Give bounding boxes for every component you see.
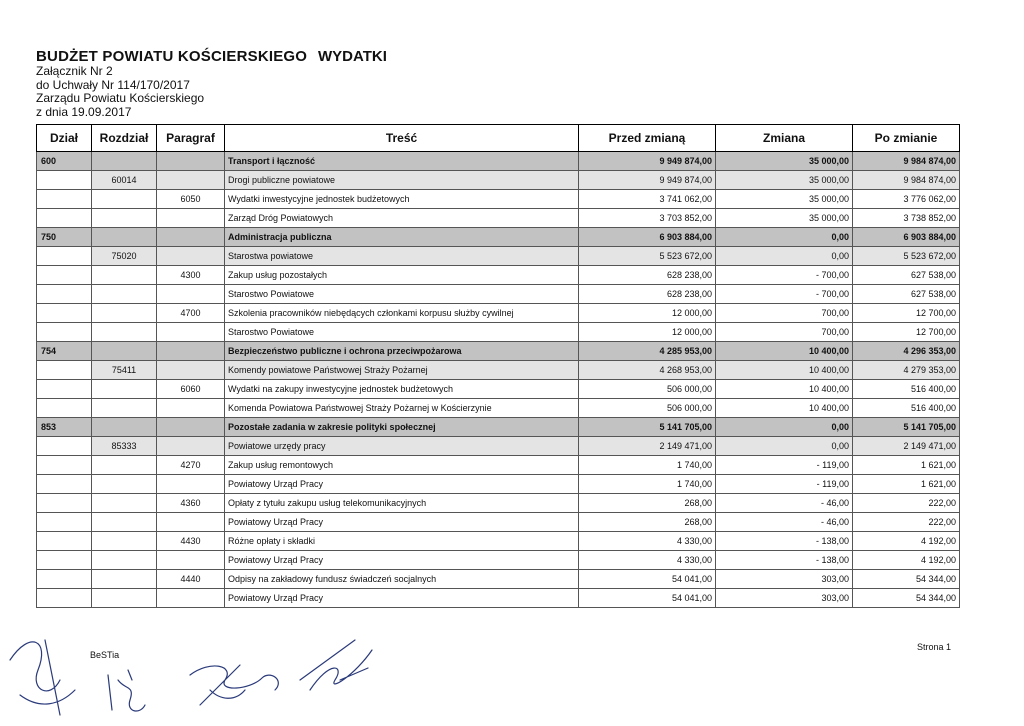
zmiana-cell: - 46,00 xyxy=(716,513,853,532)
budget-table xyxy=(36,124,960,608)
przed-cell: 4 268 953,00 xyxy=(579,361,716,380)
tresc-cell: Pozostałe zadania w zakresie polityki społecznej xyxy=(225,418,579,437)
dzial-cell xyxy=(37,513,92,532)
po-cell: 222,00 xyxy=(853,494,960,513)
zmiana-cell: - 138,00 xyxy=(716,532,853,551)
przed-cell: 506 000,00 xyxy=(579,380,716,399)
signatures xyxy=(0,620,420,726)
rozdzial-cell xyxy=(92,570,157,589)
table-row xyxy=(37,475,960,494)
rozdzial-cell xyxy=(92,551,157,570)
rozdzial-cell xyxy=(92,532,157,551)
software-label: BeSTia xyxy=(90,650,120,660)
table-row xyxy=(37,323,960,342)
zmiana-cell: 0,00 xyxy=(716,437,853,456)
table-row xyxy=(37,247,960,266)
paragraf-cell xyxy=(157,589,225,608)
table-row xyxy=(37,361,960,380)
po-cell: 627 538,00 xyxy=(853,266,960,285)
dzial-cell xyxy=(37,532,92,551)
po-cell: 516 400,00 xyxy=(853,399,960,418)
document-header xyxy=(36,48,307,119)
po-cell: 12 700,00 xyxy=(853,304,960,323)
zmiana-cell: - 138,00 xyxy=(716,551,853,570)
po-cell: 9 984 874,00 xyxy=(853,152,960,171)
zmiana-cell: 10 400,00 xyxy=(716,342,853,361)
rozdzial-cell xyxy=(92,475,157,494)
signature-1 xyxy=(10,640,75,715)
tresc-cell: Bezpieczeństwo publiczne i ochrona przeciwpożarowa xyxy=(225,342,579,361)
paragraf-cell xyxy=(157,247,225,266)
rozdzial-cell xyxy=(92,513,157,532)
po-cell: 4 192,00 xyxy=(853,532,960,551)
tresc-cell: Komendy powiatowe Państwowej Straży Pożarnej xyxy=(225,361,579,380)
zmiana-cell: 0,00 xyxy=(716,247,853,266)
signature-3 xyxy=(190,665,278,705)
rozdzial-cell xyxy=(92,589,157,608)
po-cell: 5 141 705,00 xyxy=(853,418,960,437)
dzial-cell xyxy=(37,456,92,475)
table-row xyxy=(37,228,960,247)
dzial-cell xyxy=(37,247,92,266)
paragraf-cell xyxy=(157,228,225,247)
table-row xyxy=(37,437,960,456)
table-row xyxy=(37,513,960,532)
signature-4 xyxy=(300,640,372,690)
tresc-cell: Powiatowy Urząd Pracy xyxy=(225,513,579,532)
zmiana-cell: 700,00 xyxy=(716,323,853,342)
przed-cell: 9 949 874,00 xyxy=(579,152,716,171)
table-row xyxy=(37,380,960,399)
paragraf-cell xyxy=(157,171,225,190)
przed-cell: 5 523 672,00 xyxy=(579,247,716,266)
zmiana-cell: - 46,00 xyxy=(716,494,853,513)
rozdzial-cell xyxy=(92,342,157,361)
dzial-cell xyxy=(37,361,92,380)
po-cell: 1 621,00 xyxy=(853,475,960,494)
przed-cell: 54 041,00 xyxy=(579,570,716,589)
dzial-cell xyxy=(37,475,92,494)
zmiana-cell: 700,00 xyxy=(716,304,853,323)
przed-cell: 268,00 xyxy=(579,494,716,513)
dzial-cell: 750 xyxy=(37,228,92,247)
paragraf-cell xyxy=(157,513,225,532)
tresc-cell: Szkolenia pracowników niebędących członkami korpusu służby cywilnej xyxy=(225,304,579,323)
dzial-cell xyxy=(37,266,92,285)
tresc-cell: Administracja publiczna xyxy=(225,228,579,247)
tresc-cell: Drogi publiczne powiatowe xyxy=(225,171,579,190)
tresc-cell: Wydatki na zakupy inwestycyjne jednostek budżetowych xyxy=(225,380,579,399)
dzial-cell xyxy=(37,285,92,304)
paragraf-cell xyxy=(157,475,225,494)
zmiana-cell: - 119,00 xyxy=(716,456,853,475)
paragraf-cell xyxy=(157,361,225,380)
rozdzial-cell xyxy=(92,285,157,304)
paragraf-cell xyxy=(157,285,225,304)
paragraf-cell: 4440 xyxy=(157,570,225,589)
zmiana-cell: - 700,00 xyxy=(716,285,853,304)
przed-cell: 4 330,00 xyxy=(579,551,716,570)
table-row xyxy=(37,190,960,209)
tresc-cell: Zakup usług remontowych xyxy=(225,456,579,475)
tresc-cell: Powiatowy Urząd Pracy xyxy=(225,551,579,570)
table-row xyxy=(37,570,960,589)
table-row xyxy=(37,494,960,513)
col-tresc: Treść xyxy=(225,125,579,152)
po-cell: 1 621,00 xyxy=(853,456,960,475)
paragraf-cell xyxy=(157,418,225,437)
section-title: WYDATKI xyxy=(318,48,387,65)
table-row xyxy=(37,399,960,418)
przed-cell: 506 000,00 xyxy=(579,399,716,418)
dzial-cell xyxy=(37,171,92,190)
col-zmiana: Zmiana xyxy=(716,125,853,152)
dzial-cell xyxy=(37,437,92,456)
paragraf-cell xyxy=(157,323,225,342)
przed-cell: 12 000,00 xyxy=(579,304,716,323)
paragraf-cell xyxy=(157,342,225,361)
table-header-row xyxy=(37,125,960,152)
zmiana-cell: 35 000,00 xyxy=(716,152,853,171)
zmiana-cell: 303,00 xyxy=(716,570,853,589)
tresc-cell: Starostwa powiatowe xyxy=(225,247,579,266)
zmiana-cell: 10 400,00 xyxy=(716,361,853,380)
tresc-cell: Komenda Powiatowa Państwowej Straży Pożarnej w Kościerzynie xyxy=(225,399,579,418)
zmiana-cell: 10 400,00 xyxy=(716,380,853,399)
col-rozdzial: Rozdział xyxy=(92,125,157,152)
board-name: Zarządu Powiatu Kościerskiego xyxy=(36,91,205,105)
rozdzial-cell xyxy=(92,456,157,475)
po-cell: 9 984 874,00 xyxy=(853,171,960,190)
tresc-cell: Powiatowy Urząd Pracy xyxy=(225,475,579,494)
przed-cell: 2 149 471,00 xyxy=(579,437,716,456)
paragraf-cell xyxy=(157,399,225,418)
po-cell: 12 700,00 xyxy=(853,323,960,342)
table-row xyxy=(37,171,960,190)
page-number: Strona 1 xyxy=(917,642,952,652)
rozdzial-cell xyxy=(92,418,157,437)
table-row xyxy=(37,209,960,228)
przed-cell: 628 238,00 xyxy=(579,285,716,304)
przed-cell: 6 903 884,00 xyxy=(579,228,716,247)
dzial-cell xyxy=(37,494,92,513)
table-row xyxy=(37,532,960,551)
table-row xyxy=(37,418,960,437)
rozdzial-cell xyxy=(92,152,157,171)
zmiana-cell: 303,00 xyxy=(716,589,853,608)
przed-cell: 268,00 xyxy=(579,513,716,532)
tresc-cell: Odpisy na zakładowy fundusz świadczeń socjalnych xyxy=(225,570,579,589)
po-cell: 4 296 353,00 xyxy=(853,342,960,361)
po-cell: 2 149 471,00 xyxy=(853,437,960,456)
table-row xyxy=(37,266,960,285)
dzial-cell xyxy=(37,551,92,570)
rozdzial-cell: 60014 xyxy=(92,171,157,190)
paragraf-cell xyxy=(157,209,225,228)
po-cell: 516 400,00 xyxy=(853,380,960,399)
zmiana-cell: - 119,00 xyxy=(716,475,853,494)
dzial-cell xyxy=(37,399,92,418)
przed-cell: 5 141 705,00 xyxy=(579,418,716,437)
document-date: z dnia 19.09.2017 xyxy=(36,104,132,119)
dzial-cell xyxy=(37,190,92,209)
dzial-cell xyxy=(37,589,92,608)
rozdzial-cell xyxy=(92,494,157,513)
przed-cell: 3 703 852,00 xyxy=(579,209,716,228)
dzial-cell xyxy=(37,323,92,342)
po-cell: 222,00 xyxy=(853,513,960,532)
po-cell: 3 738 852,00 xyxy=(853,209,960,228)
dzial-cell xyxy=(37,209,92,228)
zmiana-cell: 35 000,00 xyxy=(716,171,853,190)
przed-cell: 1 740,00 xyxy=(579,456,716,475)
po-cell: 627 538,00 xyxy=(853,285,960,304)
dzial-cell xyxy=(37,380,92,399)
rozdzial-cell xyxy=(92,399,157,418)
rozdzial-cell xyxy=(92,209,157,228)
table-row xyxy=(37,551,960,570)
przed-cell: 9 949 874,00 xyxy=(579,171,716,190)
dzial-cell: 853 xyxy=(37,418,92,437)
paragraf-cell: 4300 xyxy=(157,266,225,285)
po-cell: 5 523 672,00 xyxy=(853,247,960,266)
table-row xyxy=(37,285,960,304)
table-row xyxy=(37,152,960,171)
col-po-zmianie: Po zmianie xyxy=(853,125,960,152)
signature-2 xyxy=(108,670,145,711)
col-dzial: Dział xyxy=(37,125,92,152)
zmiana-cell: 10 400,00 xyxy=(716,399,853,418)
po-cell: 54 344,00 xyxy=(853,570,960,589)
tresc-cell: Transport i łączność xyxy=(225,152,579,171)
document-title: BUDŻET POWIATU KOŚCIERSKIEGO xyxy=(36,48,308,65)
tresc-cell: Różne opłaty i składki xyxy=(225,532,579,551)
table-row xyxy=(37,342,960,361)
po-cell: 3 776 062,00 xyxy=(853,190,960,209)
paragraf-cell xyxy=(157,551,225,570)
przed-cell: 4 285 953,00 xyxy=(579,342,716,361)
tresc-cell: Starostwo Powiatowe xyxy=(225,323,579,342)
po-cell: 4 192,00 xyxy=(853,551,960,570)
resolution-number: do Uchwały Nr 114/170/2017 xyxy=(36,77,190,92)
po-cell: 54 344,00 xyxy=(853,589,960,608)
zmiana-cell: 0,00 xyxy=(716,418,853,437)
paragraf-cell xyxy=(157,152,225,171)
paragraf-cell: 6060 xyxy=(157,380,225,399)
tresc-cell: Wydatki inwestycyjne jednostek budżetowych xyxy=(225,190,579,209)
rozdzial-cell: 75411 xyxy=(92,361,157,380)
po-cell: 4 279 353,00 xyxy=(853,361,960,380)
dzial-cell xyxy=(37,570,92,589)
tresc-cell: Starostwo Powiatowe xyxy=(225,285,579,304)
paragraf-cell: 4700 xyxy=(157,304,225,323)
col-paragraf: Paragraf xyxy=(157,125,225,152)
dzial-cell: 754 xyxy=(37,342,92,361)
zmiana-cell: 0,00 xyxy=(716,228,853,247)
zmiana-cell: 35 000,00 xyxy=(716,190,853,209)
przed-cell: 1 740,00 xyxy=(579,475,716,494)
po-cell: 6 903 884,00 xyxy=(853,228,960,247)
rozdzial-cell xyxy=(92,266,157,285)
rozdzial-cell xyxy=(92,304,157,323)
przed-cell: 54 041,00 xyxy=(579,589,716,608)
przed-cell: 3 741 062,00 xyxy=(579,190,716,209)
paragraf-cell: 4270 xyxy=(157,456,225,475)
tresc-cell: Powiatowy Urząd Pracy xyxy=(225,589,579,608)
tresc-cell: Zakup usług pozostałych xyxy=(225,266,579,285)
zmiana-cell: 35 000,00 xyxy=(716,209,853,228)
tresc-cell: Powiatowe urzędy pracy xyxy=(225,437,579,456)
paragraf-cell: 6050 xyxy=(157,190,225,209)
attachment-label: Załącznik Nr 2 xyxy=(36,64,113,78)
paragraf-cell: 4430 xyxy=(157,532,225,551)
table-row xyxy=(37,304,960,323)
rozdzial-cell xyxy=(92,323,157,342)
paragraf-cell: 4360 xyxy=(157,494,225,513)
przed-cell: 12 000,00 xyxy=(579,323,716,342)
tresc-cell: Opłaty z tytułu zakupu usług telekomunikacyjnych xyxy=(225,494,579,513)
przed-cell: 4 330,00 xyxy=(579,532,716,551)
tresc-cell: Zarząd Dróg Powiatowych xyxy=(225,209,579,228)
dzial-cell: 600 xyxy=(37,152,92,171)
paragraf-cell xyxy=(157,437,225,456)
table-row xyxy=(37,456,960,475)
col-przed-zmiana: Przed zmianą xyxy=(579,125,716,152)
rozdzial-cell: 85333 xyxy=(92,437,157,456)
rozdzial-cell xyxy=(92,228,157,247)
rozdzial-cell: 75020 xyxy=(92,247,157,266)
przed-cell: 628 238,00 xyxy=(579,266,716,285)
rozdzial-cell xyxy=(92,190,157,209)
rozdzial-cell xyxy=(92,380,157,399)
zmiana-cell: - 700,00 xyxy=(716,266,853,285)
dzial-cell xyxy=(37,304,92,323)
table-row xyxy=(37,589,960,608)
